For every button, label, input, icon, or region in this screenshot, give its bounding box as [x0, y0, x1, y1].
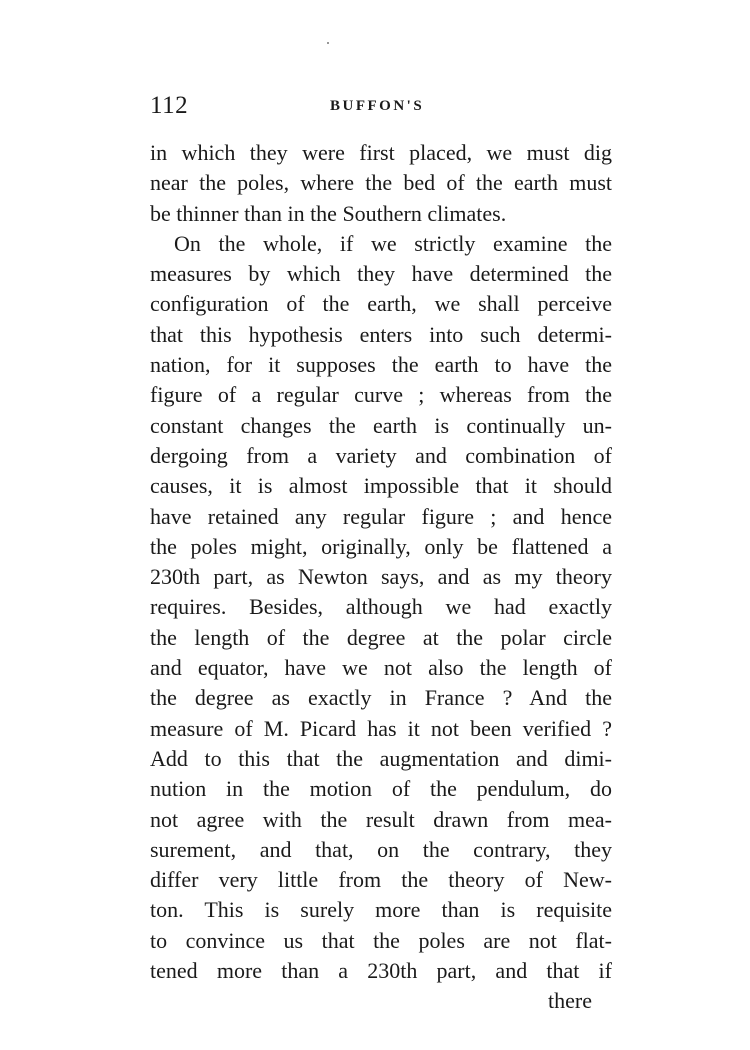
text-body — [150, 138, 612, 986]
text-line: tened more than a 230th part, and that if — [150, 958, 612, 984]
text-line: figure of a regular curve ; whereas from the — [150, 382, 612, 408]
text-line: have retained any regular figure ; and hence — [150, 503, 612, 529]
text-line: the degree as exactly in France ? And the — [150, 685, 612, 711]
ink-speck — [327, 42, 329, 44]
page-number: 112 — [150, 92, 189, 119]
text-line: constant changes the earth is continually un- — [150, 412, 612, 438]
text-line: be thinner than in the Southern climates. — [150, 200, 507, 226]
page-header — [150, 92, 610, 126]
text-line: to convince us that the poles are not flat- — [150, 927, 612, 953]
text-line: On the whole, if we strictly examine the — [174, 230, 612, 256]
catchword: there — [548, 988, 592, 1013]
text-line: near the poles, where the bed of the earth must — [150, 170, 612, 196]
text-line: nution in the motion of the pendulum, do — [150, 776, 612, 802]
text-line: in which they were first placed, we must dig — [150, 140, 612, 165]
text-line: measures by which they have determined the — [150, 261, 612, 287]
text-line: the length of the degree at the polar circle — [150, 624, 612, 650]
text-line: dergoing from a variety and combination of — [150, 442, 612, 468]
text-line: ton. This is surely more than is requisite — [150, 897, 612, 923]
text-line: nation, for it supposes the earth to have the — [150, 352, 612, 378]
text-line: differ very little from the theory of New- — [150, 867, 612, 893]
running-head: BUFFON'S — [330, 98, 425, 114]
text-line: measure of M. Picard has it not been verified ? — [150, 715, 612, 741]
text-line: 230th part, as Newton says, and as my theory — [150, 564, 612, 590]
text-line: configuration of the earth, we shall perceive — [150, 291, 612, 317]
text-line: causes, it is almost impossible that it should — [150, 473, 612, 499]
text-line: not agree with the result drawn from mea- — [150, 806, 612, 832]
text-line: that this hypothesis enters into such determi- — [150, 321, 612, 347]
text-line: the poles might, originally, only be flattened a — [150, 533, 612, 559]
text-line: surement, and that, on the contrary, they — [150, 836, 612, 862]
text-line: requires. Besides, although we had exactly — [150, 594, 612, 620]
text-line: and equator, have we not also the length of — [150, 655, 612, 681]
text-line: Add to this that the augmentation and dimi- — [150, 745, 612, 771]
